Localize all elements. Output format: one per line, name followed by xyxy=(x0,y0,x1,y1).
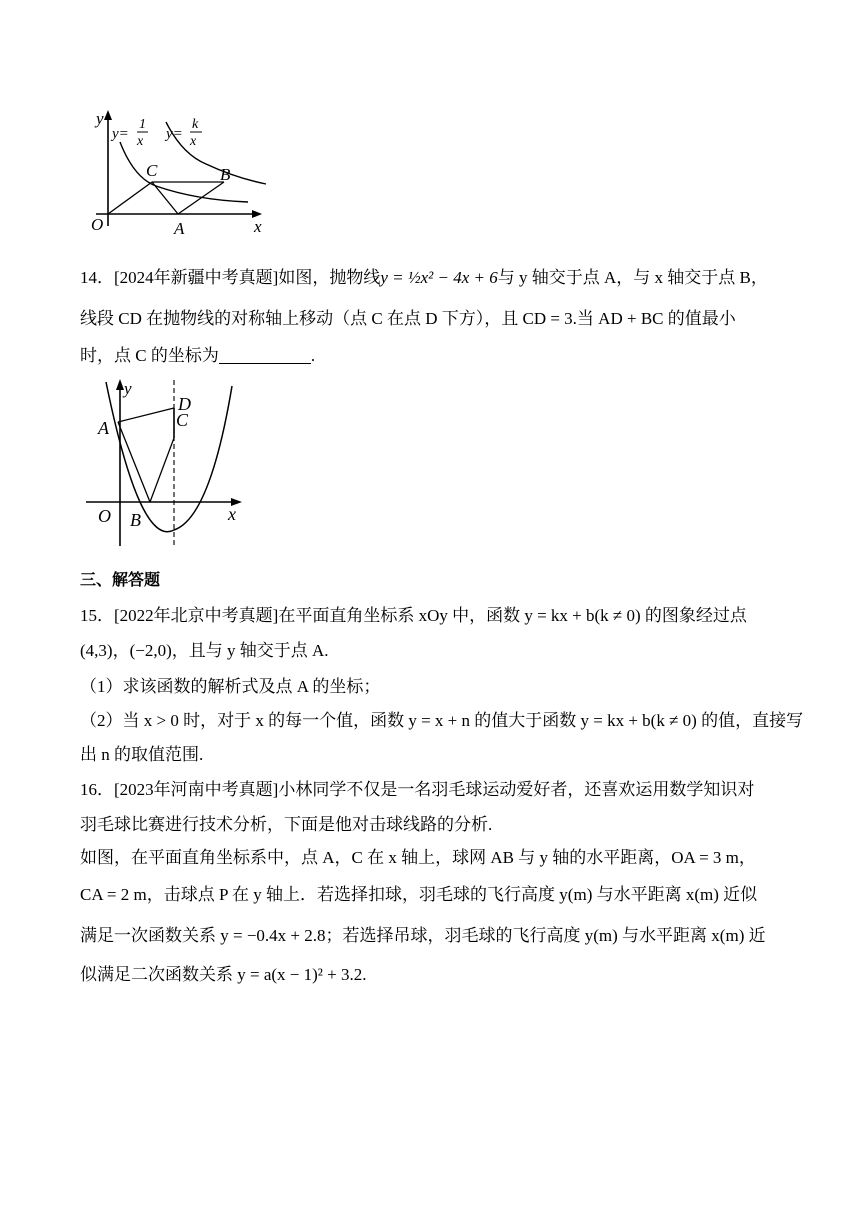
point-D-label: D xyxy=(178,394,191,414)
y-axis-label: y xyxy=(124,379,132,398)
y-axis-label: y xyxy=(96,109,104,128)
q14-line-1: 14．[2024年新疆中考真题]如图，抛物线y = ½x² − 4x + 6与 y 轴交于点 A，与 x 轴交于点 B， xyxy=(80,268,768,287)
point-B-label: B xyxy=(220,165,231,184)
curve1-numerator: 1 xyxy=(139,117,146,132)
q15-part-2: （2）当 x > 0 时，对于 x 的每一个值，函数 y = x + n 的值大于函数 y = kx + b(k ≠ 0) 的值，直接写 xyxy=(80,711,804,730)
q15-line-2: (4,3)，(−2,0)，且与 y 轴交于点 A. xyxy=(80,641,329,660)
q16-line-1: 16．[2023年河南中考真题]小林同学不仅是一名羽毛球运动爱好者，还喜欢运用数学知识对 xyxy=(80,780,755,799)
curve2-numerator: k xyxy=(192,117,199,132)
origin-label: O xyxy=(91,215,104,234)
x-axis-label: x xyxy=(254,217,262,236)
q16-line-5: 满足一次函数关系 y = −0.4x + 2.8；若选择吊球，羽毛球的飞行高度 y(m) 与水平距离 x(m) 近 xyxy=(80,926,766,945)
q16-line-6: 似满足二次函数关系 y = a(x − 1)² + 3.2. xyxy=(80,965,367,984)
curve2-label: y= xyxy=(166,126,183,142)
segment-CA xyxy=(152,182,178,214)
point-A-label: A xyxy=(98,418,109,438)
y-axis-arrow xyxy=(104,110,112,120)
q14-parabola-equation: y = ½x² − 4x + 6 xyxy=(380,268,498,287)
y-axis-arrow xyxy=(116,379,124,390)
segment-BC xyxy=(150,438,174,502)
point-A-label: A xyxy=(174,219,185,238)
figure-parabola xyxy=(84,378,264,550)
point-B-label: B xyxy=(130,510,141,530)
segment-OC xyxy=(108,182,152,214)
q14-line-2: 线段 CD 在抛物线的对称轴上移动（点 C 在点 D 下方），且 CD = 3.当 AD + BC 的值最小 xyxy=(80,309,736,328)
segment-AB xyxy=(118,422,150,502)
q15-line-1: 15．[2022年北京中考真题]在平面直角坐标系 xOy 中，函数 y = kx + b(k ≠ 0) 的图象经过点 xyxy=(80,606,747,625)
parabola-curve xyxy=(106,382,232,532)
q14-line-3: 时，点 C 的坐标为 . xyxy=(80,346,316,365)
q16-line-2: 羽毛球比赛进行技术分析，下面是他对击球线路的分析. xyxy=(80,815,493,834)
section-title: 三、解答题 xyxy=(80,570,161,589)
figure-reciprocal-curves xyxy=(86,108,276,238)
segment-AB xyxy=(178,182,224,214)
origin-label: O xyxy=(98,506,111,526)
point-C-label: C xyxy=(176,410,189,430)
x-axis-label: x xyxy=(228,504,236,524)
q16-line-3: 如图，在平面直角坐标系中，点 A，C 在 x 轴上，球网 AB 与 y 轴的水平距离，OA = 3 m， xyxy=(80,848,756,867)
curve2-denominator: x xyxy=(190,134,197,149)
curve1-label: y= xyxy=(112,126,129,142)
point-C-label: C xyxy=(146,161,158,180)
curve1-denominator: x xyxy=(137,134,144,149)
segment-AD xyxy=(118,408,174,422)
q16-line-4: CA = 2 m，击球点 P 在 y 轴上．若选择扣球，羽毛球的飞行高度 y(m) 与水平距离 x(m) 近似 xyxy=(80,885,758,904)
q15-part-1: （1）求该函数的解析式及点 A 的坐标； xyxy=(80,677,381,696)
q15-part-2-cont: 出 n 的取值范围. xyxy=(80,745,204,764)
answer-blank[interactable] xyxy=(219,345,311,364)
